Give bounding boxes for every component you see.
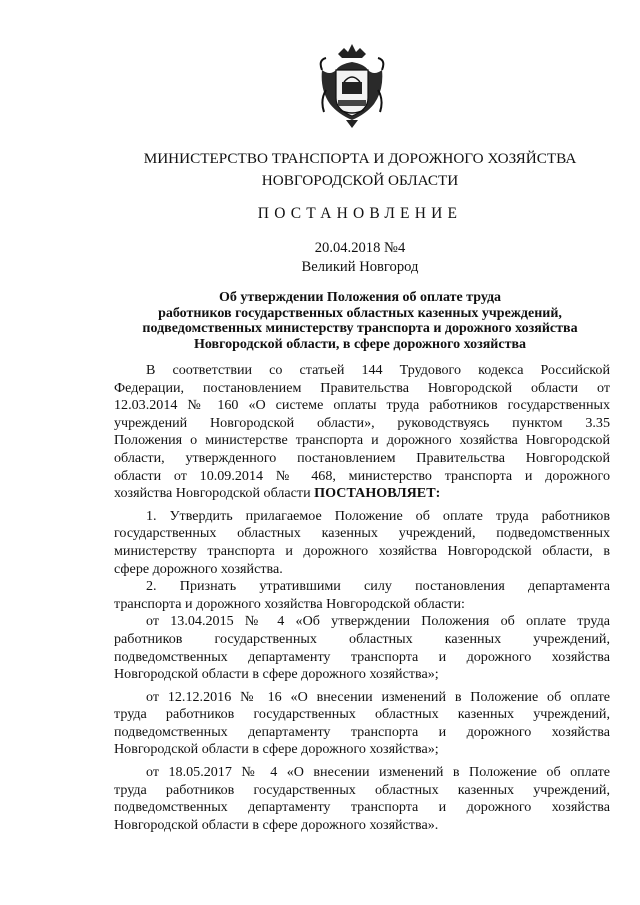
document-title bbox=[90, 290, 630, 352]
title-line: Об утверждении Положения об оплате труда bbox=[218, 290, 502, 305]
ministry-name bbox=[110, 148, 610, 192]
preamble-last-line bbox=[114, 485, 610, 503]
item-1-line: государственных областных казенных учреждений, подведомственных bbox=[114, 525, 610, 542]
document-body bbox=[114, 362, 610, 834]
item-1-line: министерству транспорта и дорожного хозяйства Новгородской области, в bbox=[114, 542, 610, 559]
date-number: 20.04.2018 №4 bbox=[314, 240, 406, 256]
preamble-end-text: хозяйства Новгородской области bbox=[114, 485, 315, 502]
item-2-line: транспорта и дорожного хозяйства Новгородской области: bbox=[114, 595, 465, 612]
resolves-word: ПОСТАНОВЛЯЕТ: bbox=[314, 485, 441, 502]
ref-1-line: подведомственных департаменту транспорта и дорожного хозяйства bbox=[114, 648, 610, 665]
ref-1-line: от 13.04.2015 № 4 «Об утверждении Положения об оплате труда bbox=[146, 613, 610, 630]
ref-3-line: Новгородской области в сфере дорожного хозяйства». bbox=[114, 816, 439, 833]
document-type: ПОСТАНОВЛЕНИЕ bbox=[257, 205, 463, 222]
ref-3-line: от 18.05.2017 № 4 «О внесении изменений в Положение об оплате bbox=[146, 764, 610, 781]
ref-1-line: Новгородской области в сфере дорожного хозяйства»; bbox=[114, 666, 439, 683]
item-1-line: 1. Утвердить прилагаемое Положение об оплате труда работников bbox=[146, 507, 610, 524]
city: Великий Новгород bbox=[301, 259, 419, 275]
item-2-line: 2. Признать утратившими силу постановления департамента bbox=[146, 578, 610, 595]
ref-2-line: труда работников государственных областных казенных учреждений, bbox=[114, 706, 610, 723]
preamble-line: учреждений Новгородской области», руководствуясь пунктом 3.35 bbox=[114, 414, 610, 431]
preamble-line: 12.03.2014 № 160 «О системе оплаты труда работников государственных bbox=[114, 397, 610, 414]
ref-2-line: подведомственных департаменту транспорта и дорожного хозяйства bbox=[114, 723, 610, 740]
ref-3-line: подведомственных департаменту транспорта и дорожного хозяйства bbox=[114, 799, 610, 816]
preamble-line: области, утвержденного постановлением Правительства Новгородской bbox=[114, 449, 610, 466]
ref-2-line: Новгородской области в сфере дорожного хозяйства»; bbox=[114, 741, 439, 758]
ref-1-line: работников государственных областных казенных учреждений, bbox=[114, 630, 610, 647]
title-line: работников государственных областных казенных учреждений, bbox=[158, 305, 562, 321]
preamble-line: Федерации, постановлением Правительства Новгородской области от bbox=[114, 379, 610, 396]
ref-3-line: труда работников государственных областных казенных учреждений, bbox=[114, 781, 610, 798]
title-line: Новгородской области, в сфере дорожного хозяйства bbox=[193, 336, 527, 352]
title-line: подведомственных министерству транспорта и дорожного хозяйства bbox=[142, 321, 578, 336]
ministry-line-2: НОВГОРОДСКОЙ ОБЛАСТИ bbox=[261, 172, 459, 189]
ref-2-line: от 12.12.2016 № 16 «О внесении изменений в Положение об оплате bbox=[146, 688, 610, 705]
coat-of-arms-emblem bbox=[316, 40, 388, 130]
preamble-line: Положения о министерстве транспорта и дорожного хозяйства Новгородской bbox=[114, 432, 610, 449]
preamble-line: области от 10.09.2014 № 468, министерство транспорта и дорожного bbox=[114, 467, 610, 484]
preamble-line: В соответствии со статьей 144 Трудового кодекса Российской bbox=[146, 362, 610, 378]
date-place-block bbox=[110, 239, 610, 277]
item-1-line: сфере дорожного хозяйства. bbox=[114, 560, 283, 577]
ministry-line-1: МИНИСТЕРСТВО ТРАНСПОРТА И ДОРОЖНОГО ХОЗЯЙСТВА bbox=[143, 150, 577, 167]
